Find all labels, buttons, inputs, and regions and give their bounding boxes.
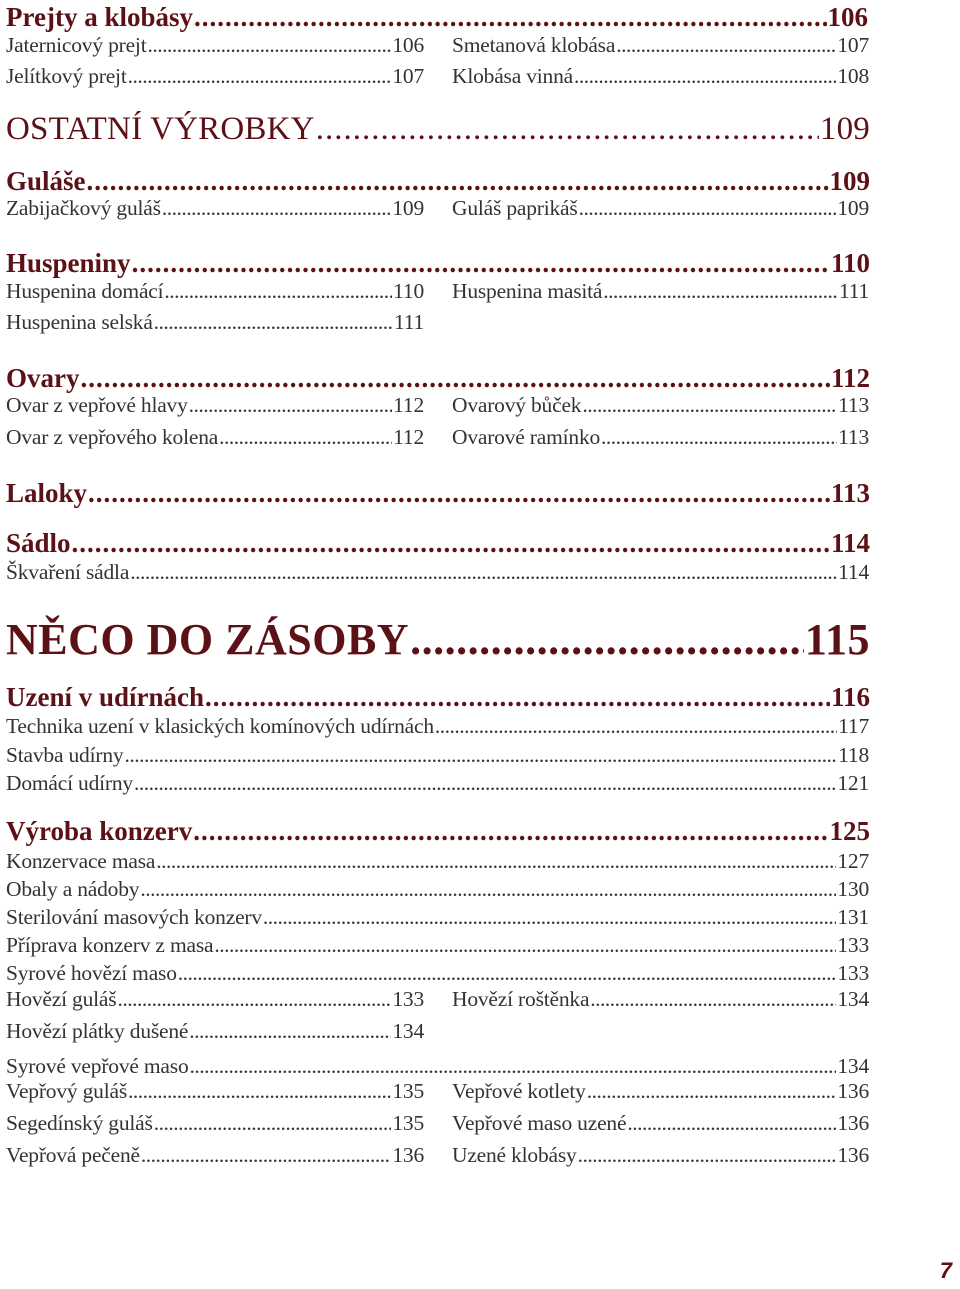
heading-title: Sádlo (6, 528, 71, 558)
heading-page: 106 (827, 2, 868, 32)
entry-page: 113 (838, 425, 869, 449)
entry-page: 109 (837, 196, 869, 220)
entry-page: 117 (838, 714, 869, 738)
entry-page: 107 (837, 33, 869, 57)
entry-title: Sterilování masových konzerv (6, 905, 262, 929)
entry-page: 107 (392, 64, 424, 88)
heading-page: 114 (830, 528, 870, 558)
entry-page: 133 (837, 961, 869, 985)
toc-entry[interactable] (452, 64, 869, 89)
entry-title: Škvaření sádla (6, 560, 130, 584)
toc-heading-laloky[interactable] (6, 478, 870, 509)
entry-title: Klobása vinná (452, 64, 573, 88)
entry-page: 113 (838, 393, 869, 417)
heading-page: 125 (829, 816, 870, 846)
entry-page: 109 (392, 196, 424, 220)
heading-title: Ovary (6, 363, 80, 393)
entry-page: 112 (393, 393, 424, 417)
toc-entry[interactable] (6, 279, 424, 304)
toc-entry[interactable] (452, 393, 869, 418)
entry-title: Hovězí roštěnka (452, 987, 590, 1011)
heading-title: Guláše (6, 166, 86, 196)
toc-entry[interactable] (6, 905, 869, 930)
heading-page: 116 (830, 682, 870, 712)
entry-page: 106 (392, 33, 424, 57)
toc-entry[interactable] (6, 849, 869, 874)
toc-entry[interactable] (452, 1111, 869, 1136)
toc-entry[interactable] (6, 961, 869, 986)
chapter-page: 115 (804, 615, 870, 664)
toc-chapter-neco[interactable] (6, 614, 870, 665)
entry-page: 136 (837, 1111, 869, 1135)
chapter-title: NĚCO DO ZÁSOBY (6, 615, 410, 664)
entry-page: 108 (837, 64, 869, 88)
toc-entry[interactable] (6, 714, 869, 739)
entry-title: Uzené klobásy (452, 1143, 577, 1167)
toc-entry[interactable] (6, 560, 869, 585)
chapter-title: OSTATNÍ VÝROBKY (6, 111, 315, 147)
chapter-page: 109 (819, 111, 870, 147)
entry-title: Ovarový bůček (452, 393, 582, 417)
entry-page: 118 (838, 743, 869, 767)
toc-entry[interactable] (452, 987, 869, 1012)
entry-title: Huspenina masitá (452, 279, 603, 303)
entry-page: 111 (838, 279, 869, 303)
entry-title: Technika uzení v klasických komínových udírnách (6, 714, 434, 738)
entry-page: 131 (837, 905, 869, 929)
toc-heading-huspeniny[interactable] (6, 248, 870, 279)
toc-entry[interactable] (6, 1079, 424, 1104)
entry-page: 133 (837, 933, 869, 957)
toc-entry[interactable] (452, 196, 869, 221)
heading-title: Prejty a klobásy (6, 2, 193, 32)
entry-title: Příprava konzerv z masa (6, 933, 214, 957)
toc-heading-uzeni[interactable] (6, 682, 870, 713)
toc-entry[interactable] (6, 1143, 424, 1168)
entry-title: Vepřový guláš (6, 1079, 128, 1103)
toc-entry[interactable] (6, 933, 869, 958)
entry-page: 121 (837, 771, 869, 795)
toc-entry[interactable] (6, 33, 424, 58)
entry-title: Ovar z vepřového kolena (6, 425, 219, 449)
entry-title: Jelítkový prejt (6, 64, 127, 88)
toc-entry[interactable] (6, 1054, 869, 1079)
entry-title: Vepřová pečeně (6, 1143, 140, 1167)
toc-heading-prejty[interactable] (6, 2, 868, 33)
toc-entry[interactable] (6, 877, 869, 902)
entry-page: 134 (837, 1054, 869, 1078)
entry-page: 134 (837, 987, 869, 1011)
entry-title: Ovarové ramínko (452, 425, 601, 449)
entry-title: Vepřové kotlety (452, 1079, 586, 1103)
toc-entry[interactable] (6, 743, 869, 768)
entry-title: Vepřové maso uzené (452, 1111, 627, 1135)
entry-page: 130 (837, 877, 869, 901)
toc-entry[interactable] (6, 196, 424, 221)
toc-entry[interactable] (6, 987, 424, 1012)
entry-page: 111 (393, 310, 424, 334)
toc-heading-ovary[interactable] (6, 363, 870, 394)
entry-page: 133 (392, 987, 424, 1011)
toc-entry[interactable] (452, 33, 869, 58)
page-number: 7 (939, 1258, 952, 1283)
heading-title: Výroba konzerv (6, 816, 193, 846)
toc-entry[interactable] (6, 64, 424, 89)
toc-entry[interactable] (6, 310, 424, 335)
entry-title: Guláš paprikáš (452, 196, 578, 220)
heading-title: Uzení v udírnách (6, 682, 205, 712)
entry-title: Stavba udírny (6, 743, 124, 767)
toc-entry[interactable] (452, 1143, 869, 1168)
entry-page: 136 (837, 1079, 869, 1103)
toc-heading-konzervy[interactable] (6, 816, 870, 847)
entry-page: 112 (393, 425, 424, 449)
toc-entry[interactable] (6, 425, 424, 450)
heading-title: Laloky (6, 478, 88, 508)
toc-entry[interactable] (6, 393, 424, 418)
toc-entry[interactable] (452, 279, 869, 304)
heading-page: 112 (830, 363, 870, 393)
entry-title: Domácí udírny (6, 771, 133, 795)
toc-entry[interactable] (6, 771, 869, 796)
entry-title: Syrové hovězí maso (6, 961, 177, 985)
entry-page: 135 (392, 1111, 424, 1135)
toc-entry[interactable] (452, 425, 869, 450)
heading-page: 110 (830, 248, 870, 278)
heading-title: Huspeniny (6, 248, 131, 278)
toc-entry[interactable] (6, 1111, 424, 1136)
toc-entry[interactable] (6, 1019, 424, 1044)
toc-chapter-ostatni[interactable] (6, 111, 870, 148)
entry-title: Huspenina selská (6, 310, 153, 334)
entry-page: 136 (392, 1143, 424, 1167)
entry-title: Zabijačkový guláš (6, 196, 161, 220)
entry-title: Segedínský guláš (6, 1111, 153, 1135)
toc-heading-gulase[interactable] (6, 166, 870, 197)
heading-page: 113 (830, 478, 870, 508)
entry-page: 134 (392, 1019, 424, 1043)
heading-page: 109 (829, 166, 870, 196)
entry-title: Syrové vepřové maso (6, 1054, 189, 1078)
toc-entry[interactable] (452, 1079, 869, 1104)
entry-page: 114 (838, 560, 869, 584)
entry-title: Jaternicový prejt (6, 33, 147, 57)
entry-title: Konzervace masa (6, 849, 156, 873)
entry-title: Ovar z vepřové hlavy (6, 393, 188, 417)
entry-title: Smetanová klobása (452, 33, 616, 57)
entry-title: Huspenina domácí (6, 279, 164, 303)
entry-page: 110 (393, 279, 424, 303)
entry-page: 127 (837, 849, 869, 873)
entry-title: Hovězí guláš (6, 987, 117, 1011)
entry-title: Obaly a nádoby (6, 877, 140, 901)
entry-title: Hovězí plátky dušené (6, 1019, 189, 1043)
toc-heading-sadlo[interactable] (6, 528, 870, 559)
entry-page: 136 (837, 1143, 869, 1167)
entry-page: 135 (392, 1079, 424, 1103)
